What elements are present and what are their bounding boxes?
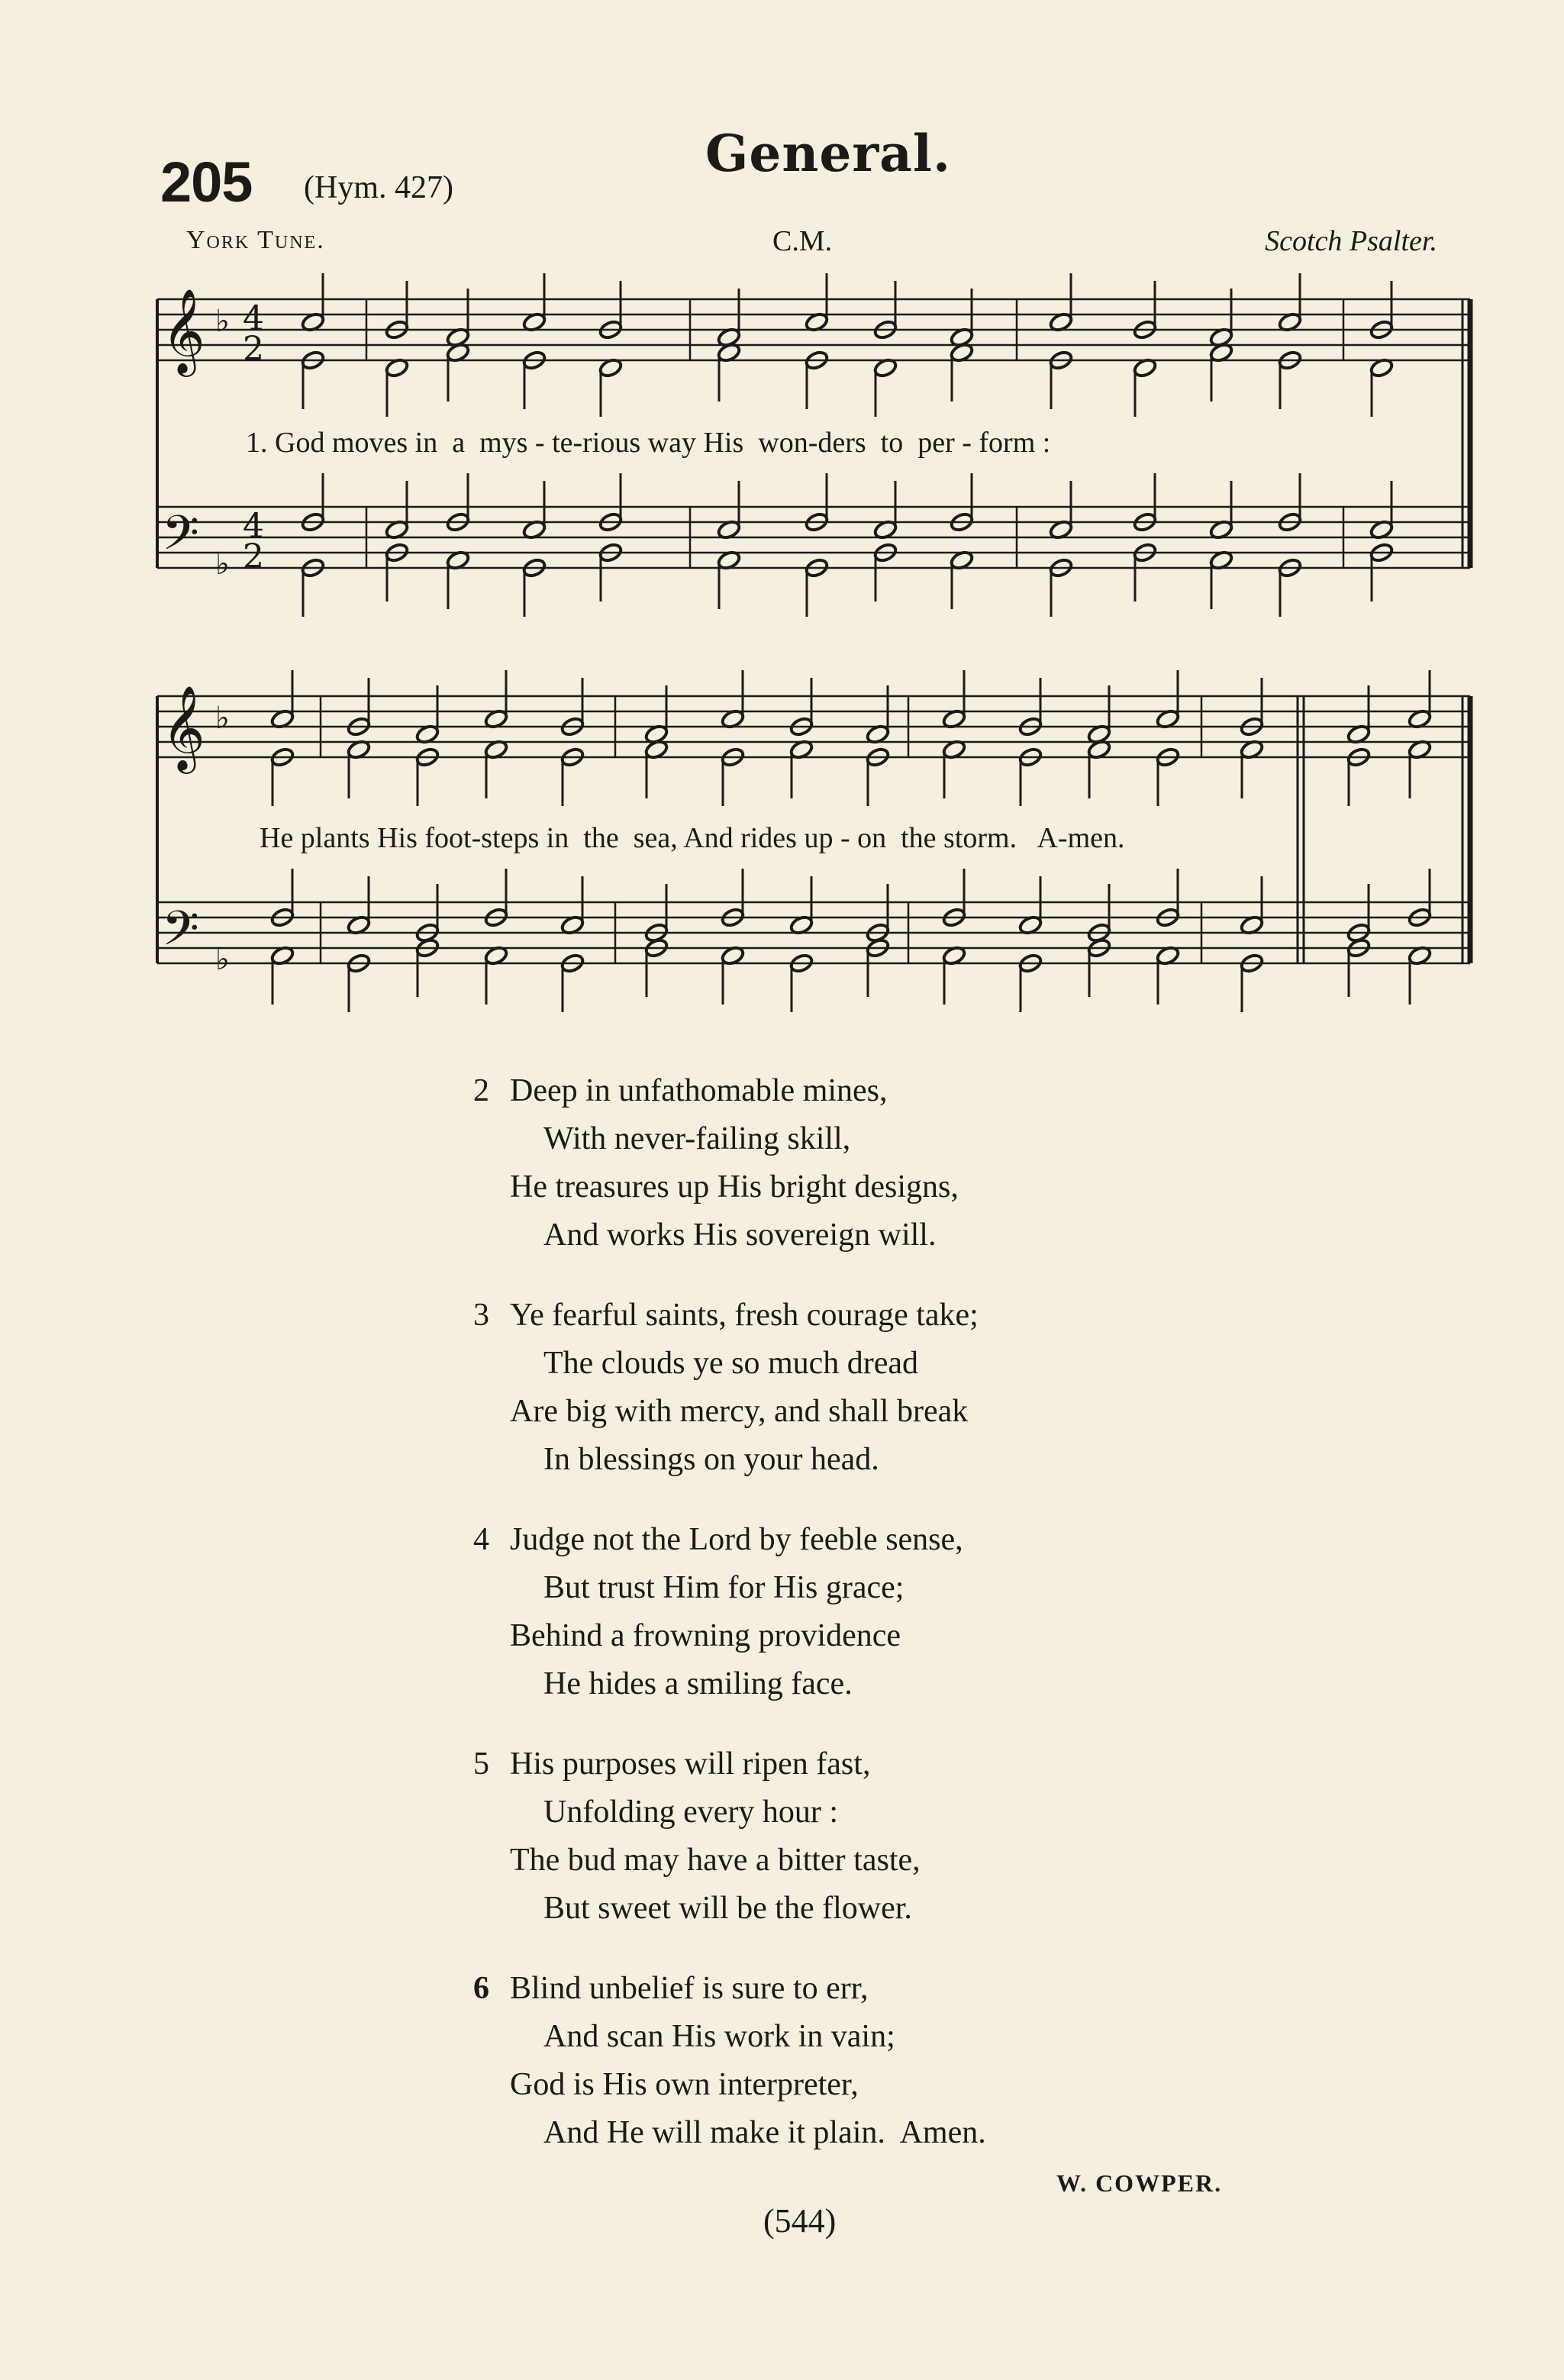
- verse-number: 5: [473, 1746, 489, 1782]
- verse-line: With never-failing skill,: [543, 1121, 851, 1156]
- verse-5: [473, 1740, 921, 1933]
- page-number: (544): [763, 2202, 837, 2240]
- verse-6: [473, 1965, 986, 2157]
- svg-text:4: 4: [243, 299, 264, 338]
- svg-text:2: 2: [243, 330, 264, 369]
- hymn-number: 205: [160, 150, 253, 214]
- verse-number: 4: [473, 1522, 489, 1557]
- hymn-reference: (Hym. 427): [304, 170, 453, 205]
- system-2-lyric: He plants His foot-steps in the sea, And rides up - on the storm. A-men.: [260, 822, 1125, 854]
- svg-text:𝄞: 𝄞: [162, 288, 205, 373]
- verse-line: But trust Him for His grace;: [543, 1570, 905, 1605]
- svg-text:2: 2: [243, 537, 264, 576]
- meter: C.M.: [772, 225, 833, 257]
- music-score: [0, 0, 1564, 1015]
- svg-text:♭: ♭: [215, 547, 230, 582]
- svg-text:𝄢: 𝄢: [162, 900, 199, 968]
- svg-text:4: 4: [243, 507, 264, 546]
- section-title: General.: [705, 124, 951, 183]
- verse-number: 3: [473, 1298, 489, 1333]
- svg-text:𝄢: 𝄢: [162, 505, 199, 572]
- verse-number: 6: [473, 1971, 489, 2006]
- verse-line: Deep in unfathomable mines,: [510, 1073, 888, 1108]
- verse-line: And He will make it plain. Amen.: [543, 2115, 986, 2150]
- verse-line: And works His sovereign will.: [543, 1217, 937, 1253]
- verse-number: 2: [473, 1073, 489, 1108]
- verse-line: And scan His work in vain;: [543, 2019, 895, 2054]
- verse-line: But sweet will be the flower.: [543, 1891, 912, 1926]
- svg-text:𝄞: 𝄞: [162, 685, 205, 770]
- verse-line: In blessings on your head.: [543, 1442, 879, 1477]
- svg-text:♭: ♭: [215, 701, 230, 736]
- verse-4: [473, 1516, 963, 1708]
- verse-2: [473, 1067, 959, 1259]
- verse-3: [473, 1292, 979, 1484]
- verse-line: The clouds ye so much dread: [543, 1346, 919, 1381]
- svg-text:♭: ♭: [215, 942, 230, 977]
- verse-line: Judge not the Lord by feeble sense,: [510, 1522, 963, 1557]
- author-credit: W. COWPER.: [1056, 2169, 1223, 2197]
- verse-line: God is His own interpreter,: [510, 2067, 859, 2102]
- verse-line: His purposes will ripen fast,: [510, 1746, 871, 1782]
- verse-line: Behind a frowning providence: [510, 1618, 901, 1653]
- verse-line: Are big with mercy, and shall break: [510, 1394, 969, 1429]
- svg-text:♭: ♭: [215, 304, 230, 339]
- verse-line: He treasures up His bright designs,: [510, 1169, 959, 1205]
- verse-line: Ye fearful saints, fresh courage take;: [510, 1298, 979, 1333]
- system-1-lyric: 1. God moves in a mys - te-rious way His won-ders to per - form :: [246, 427, 1051, 459]
- verse-line: The bud may have a bitter taste,: [510, 1843, 921, 1878]
- tune-name: York Tune.: [186, 226, 325, 254]
- tune-source: Scotch Psalter.: [1265, 225, 1437, 257]
- verse-line: Blind unbelief is sure to err,: [510, 1971, 869, 2006]
- verse-line: He hides a smiling face.: [543, 1666, 853, 1701]
- verse-line: Unfolding every hour :: [543, 1795, 839, 1830]
